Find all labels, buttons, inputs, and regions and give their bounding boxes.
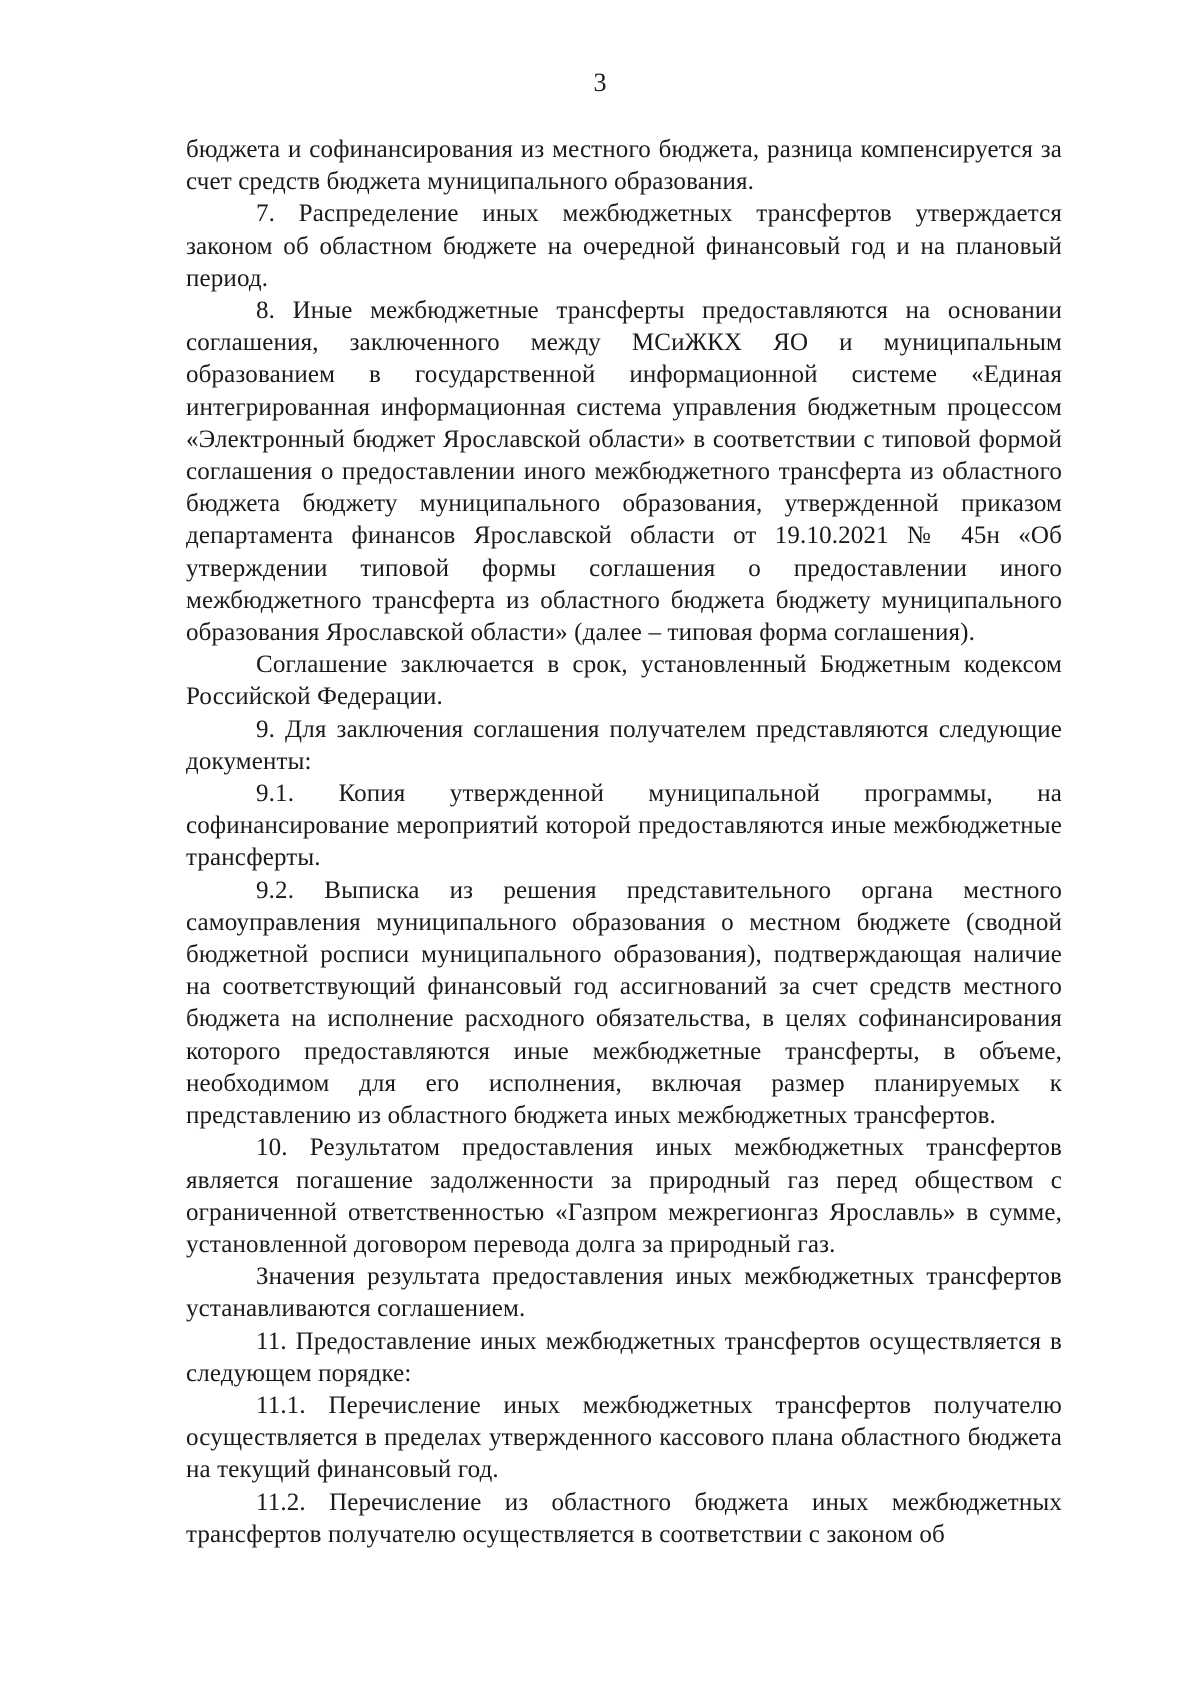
paragraph-continuation: бюджета и софинансирования из местного бюджета, разница компенсируется за счет средств бюджета муниципального образования. <box>186 136 1062 196</box>
document-body <box>186 134 1062 1551</box>
paragraph-7: 7. Распределение иных межбюджетных трансфертов утверждается законом об областном бюджете на очередной финансовый год и на плановый период. <box>186 200 1062 292</box>
paragraph-9-2: 9.2. Выписка из решения представительного органа местного самоуправления муниципального образования о местном бюджете (сводной бюджетной росписи муниципального образования), подтверждающая наличие на соответствующий финансовый год ассигнований за счет средств местного бюджета на исполнение расходного обязательства, в целях софинансирования которого предоставляются иные межбюджетные трансферты, в объеме, необходимом для его исполнения, включая размер планируемых к представлению из областного бюджета иных межбюджетных трансфертов. <box>186 876 1062 1130</box>
paragraph-10: 10. Результатом предоставления иных межбюджетных трансфертов является погашение задолженности за природный газ перед обществом с ограниченной ответственностью «Газпром межрегионгаз Ярославль» в сумме, установленной договором перевода долга за природный газ. <box>186 1134 1062 1258</box>
paragraph-11-1: 11.1. Перечисление иных межбюджетных трансфертов получателю осуществляется в пределах утвержденного кассового плана областного бюджета на текущий финансовый год. <box>186 1391 1062 1484</box>
paragraph-8: 8. Иные межбюджетные трансферты предоставляются на основании соглашения, заключенного между МСиЖКХ ЯО и муниципальным образованием в государственной информационной системе «Единая интегрированная информационная система управления бюджетным процессом «Электронный бюджет Ярославской области» в соответствии с типовой формой соглашения о предоставлении иного межбюджетного трансферта из областного бюджета бюджету муниципального образования, утвержденной приказом департамента финансов Ярославской области от 19.10.2021 № 45н «Об утверждении типовой формы соглашения о предоставлении иного межбюджетного трансферта из областного бюджета бюджету муниципального образования Ярославской области» (далее – типовая форма соглашения). <box>186 297 1062 647</box>
paragraph-agreement-term: Соглашение заключается в срок, установленный Бюджетным кодексом Российской Федерации. <box>186 651 1062 711</box>
page-number: 3 <box>593 68 607 97</box>
paragraph-9: 9. Для заключения соглашения получателем представляются следующие документы: <box>186 715 1062 775</box>
paragraph-9-1: 9.1. Копия утвержденной муниципальной программы, на софинансирование мероприятий которой предоставляются иные межбюджетные трансферты. <box>186 780 1062 872</box>
paragraph-11: 11. Предоставление иных межбюджетных трансфертов осуществляется в следующем порядке: <box>186 1327 1062 1387</box>
paragraph-11-2: 11.2. Перечисление из областного бюджета иных межбюджетных трансфертов получателю осуществляется в соответствии с законом об <box>186 1488 1062 1548</box>
paragraph-result-values: Значения результата предоставления иных межбюджетных трансфертов устанавливаются соглашением. <box>186 1263 1062 1323</box>
